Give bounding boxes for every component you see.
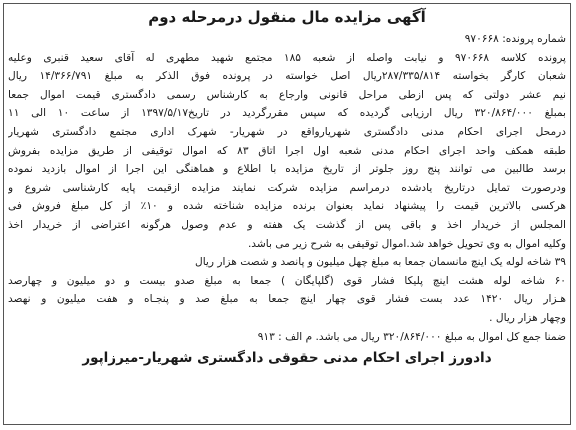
body-line: پرونده کلاسه ۹۷۰۶۶۸ و نیابت واصله از شعبه ۱۸۵ مجتمع شهید مطهری له آقای سعید قنبری وعلیه xyxy=(8,51,566,64)
body-line: ودرصورت تمایل درتاریخ یادشده درمراسم مزایده شرکت نمایند مزایده ازقیمت پایه کارشناسی شروع و xyxy=(8,181,566,194)
notice-signature: دادورز اجرای احکام مدنی حقوقی دادگستری شهریار-میرزاپور xyxy=(82,350,492,367)
body-line: بمبلغ ۳۲۰/۸۶۴/۰۰۰ ریال ارزیابی گردیده که سپس مقررگردید در تاریخ۱۳۹۷/۵/۱۷ از ساعت ۱۰ الی ۱۱ xyxy=(8,107,566,120)
total-line: ضمنا جمع کل اموال به مبلغ ۳۲۰/۸۶۴/۰۰۰ ریال می باشد. م الف : ۹۱۳ xyxy=(257,330,566,343)
body-line: برسد طالبین می توانند پنج روز جلوتر از تاریخ مزایده با اطلاع و هماهنگی این اجرا از اموال بازدید نموده xyxy=(8,163,566,176)
notice-title: آگهی مزایده مال منقول درمرحله دوم xyxy=(148,8,426,26)
body-line: وکلیه اموال به وی تحویل خواهد شد.اموال توقیفی به شرح زیر می باشد. xyxy=(247,237,566,250)
item-line: وچهار هزار ریال . xyxy=(489,311,566,324)
auction-notice xyxy=(3,3,571,425)
case-number-line: شماره پرونده: ۹۷۰۶۶۸ xyxy=(464,33,566,45)
item-line: ۶۰ شاخه لوله هشت اینچ پلیکا فشار قوی (گلپایگان ) جمعا به مبلغ صدو بیست و دو میلیون و چهارصد xyxy=(8,274,566,287)
body-line: نیم عشر دولتی که پس ازطی مراحل قانونی وارجاع به کارشناس رسمی دادگستری قیمت اموال جمعا xyxy=(8,88,566,101)
body-line: هرکسی بالاترین قیمت را پیشنهاد نماید بعنوان برنده مزایده شناخته شده و ۱۰٪ از کل مبلغ فروش فی xyxy=(8,200,566,213)
body-line: درمحل اجرای احکام مدنی دادگستری شهریارواقع در شهریار- شهرک اداری مجتمع دادگستری شهریار xyxy=(8,125,566,138)
body-line: طبقه همکف واحد اجرای احکام مدنی شعبه اول اجرا اتاق ۸۳ که اموال توقیفی از طریق مزایده بفروش xyxy=(8,144,566,157)
body-line: المجلس از خریدار اخذ و باقی پس از گذشت یک هفته و عدم وصول هرگونه اعتراضی از خریدار اخذ xyxy=(8,218,566,231)
item-line: هـزار ریال ۱۴۲۰ عدد بست فشار قوی چهار اینچ جمعا به مبلغ صد و پنجـاه و هفت میلیون و نهصد xyxy=(8,293,566,306)
item-line: ۳۹ شاخه لوله یک اینچ مانسمان جمعا به مبلغ چهل میلیون و پانصد و شصت هزار ریال xyxy=(195,256,566,269)
body-line: شعبان کارگر بخواسته ۲۸۷/۳۳۵/۸۱۴ریال اصل خواسته در پرونده فوق الذکر به مبلغ ۱۴/۳۶۶/۷۹۱ ریال xyxy=(8,70,566,83)
